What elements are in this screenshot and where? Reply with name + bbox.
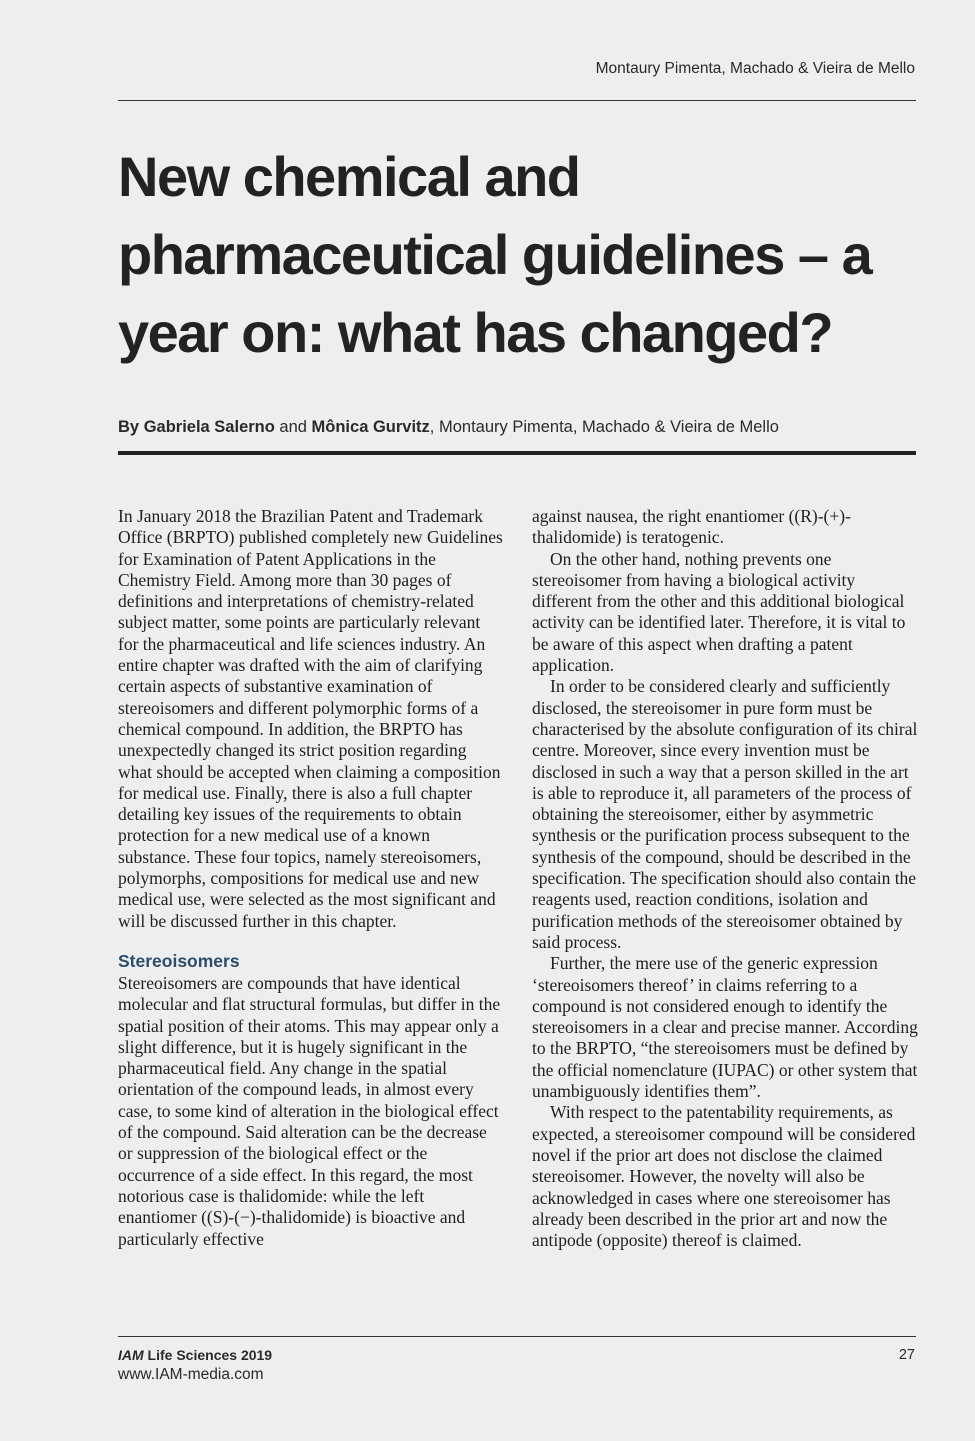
- paragraph-generic-expression: Further, the mere use of the generic expression ‘stereoisomers thereof’ in claims referring to a compound is not considered enough to identify the stereoisomers in a clear and precise manner. According to the BRPTO, “the stereoisomers must be defined by the official nomenclature (IUPAC) or other system that unambiguously identifies them”.: [532, 953, 918, 1102]
- byline-rule: [118, 451, 916, 455]
- publication-name: [118, 1346, 272, 1365]
- intro-paragraph: In January 2018 the Brazilian Patent and Trademark Office (BRPTO) published completely new Guidelines for Examination of Patent Applications in the Chemistry Field. Among more than 30 pages of definitions and interpretations of chemistry-related subject matter, some points are particularly relevant for the pharmaceutical and life sciences industry. An entire chapter was drafted with the aim of clarifying certain aspects of substantive examination of stereoisomers and different polymorphic forms of a chemical compound. In addition, the BRPTO has unexpectedly changed its strict position regarding what should be accepted when claiming a composition for medical use. Finally, there is also a full chapter detailing key issues of the requirements to obtain protection for a new medical use of a known substance. These four topics, namely stereoisomers, polymorphs, compositions for medical use and new medical use, were selected as the most significant and will be discussed further in this chapter.: [118, 506, 503, 931]
- byline-affiliation: , Montaury Pimenta, Machado & Vieira de Mello: [429, 418, 779, 436]
- author-1: Gabriela Salerno: [143, 418, 275, 436]
- article-title: [118, 138, 918, 372]
- footer-info: [118, 1346, 272, 1384]
- left-column: [118, 506, 504, 1250]
- paragraph-biological-activity: On the other hand, nothing prevents one stereoisomer from having a biological activity different from the other and this additional biological activity can be identified later. Therefore, it is vital to be aware of this aspect when drafting a patent application.: [532, 548, 906, 676]
- right-column: [532, 506, 918, 1251]
- running-head: Montaury Pimenta, Machado & Vieira de Mello: [595, 60, 915, 77]
- byline-and: and: [274, 418, 312, 436]
- section-heading-stereoisomers: Stereoisomers: [118, 950, 240, 971]
- title-line-3: year on: what has changed?: [118, 301, 833, 364]
- byline: [118, 418, 779, 437]
- author-2: Mônica Gurvitz: [311, 418, 430, 436]
- publication-url: www.IAM-media.com: [118, 1366, 264, 1383]
- paragraph-patentability: With respect to the patentability requirements, as expected, a stereoisomer compound will be considered novel if the prior art does not disclose the claimed stereoisomer. However, the novelty will also be acknowledged in cases where one stereoisomer has already been described in the prior art and now the antipode (opposite) thereof is claimed.: [532, 1102, 916, 1251]
- publication-rest: Life Sciences 2019: [143, 1347, 273, 1363]
- paragraph-disclosure: In order to be considered clearly and sufficiently disclosed, the stereoisomer in pure form must be characterised by the absolute configuration of its chiral centre. Moreover, since every invention must be disclosed in such a way that a person skilled in the art is able to reproduce it, all parameters of the process of obtaining the stereoisomer, either by asymmetric synthesis or the purification process subsequent to the synthesis of the compound, should be described in the specification. The specification should also contain the reagents used, reaction conditions, isolation and purification methods of the stereoisomer obtained by said process.: [532, 676, 918, 952]
- byline-prefix: By: [118, 418, 144, 436]
- header-rule: [118, 100, 916, 101]
- footer-rule: [118, 1336, 916, 1337]
- publication-italic: IAM: [118, 1347, 144, 1363]
- paragraph-continued: against nausea, the right enantiomer ((R)-(+)-thalidomide) is teratogenic.: [532, 506, 851, 548]
- title-line-2: pharmaceutical guidelines – a: [118, 223, 872, 286]
- title-line-1: New chemical and: [118, 145, 580, 208]
- stereoisomers-paragraph: Stereoisomers are compounds that have identical molecular and flat structural formulas, but differ in the spatial position of their atoms. This may appear only a slight difference, but it is hugely significant in the pharmaceutical field. Any change in the spatial orientation of the compound leads, in almost every case, to some kind of alteration in the biological effect of the compound. Said alteration can be the decrease or suppression of the biological effect or the occurrence of a side effect. In this regard, the most notorious case is thalidomide: while the left enantiomer ((S)-(−)-thalidomide) is bioactive and particularly effective: [118, 972, 501, 1249]
- page-number: 27: [898, 1347, 915, 1363]
